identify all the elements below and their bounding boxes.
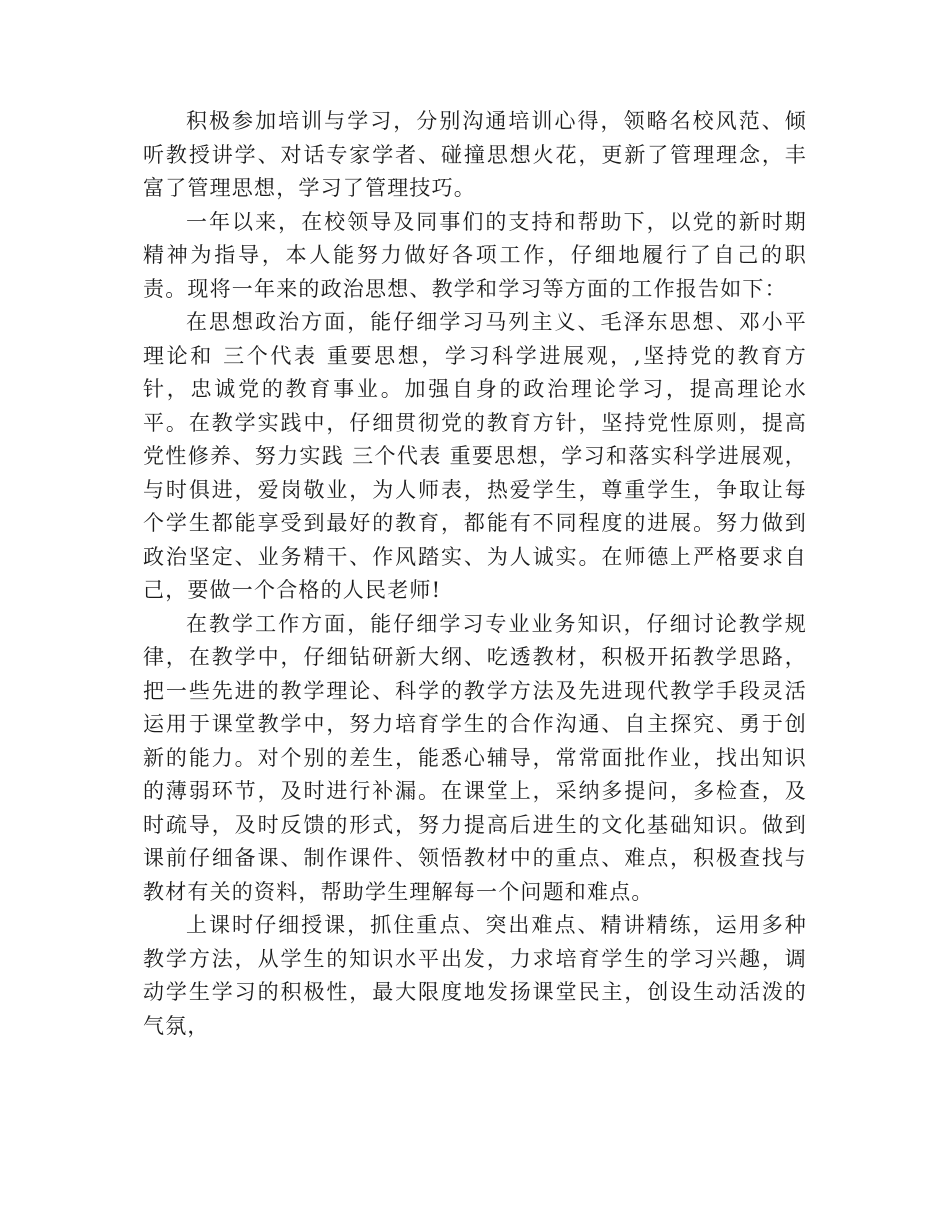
- paragraph-training: 积极参加培训与学习，分别沟通培训心得，领略名校风范、倾听教授讲学、对话专家学者、碰撞思想火花，更新了管理理念，丰富了管理思想，学习了管理技巧。: [143, 109, 807, 200]
- paragraph-classroom: 上课时仔细授课，抓住重点、突出难点、精讲精练，运用多种教学方法，从学生的知识水平出发，力求培育学生的学习兴趣，调动学生学习的积极性，最大限度地发扬课堂民主，创设生动活泼的气氛，: [143, 913, 807, 1038]
- paragraph-teaching-work: 在教学工作方面，能仔细学习专业业务知识，仔细讨论教学规律，在教学中，仔细钻研新大纲、吃透教材，积极开拓教学思路，把一些先进的教学理论、科学的教学方法及先进现代教学手段灵活运用于课堂教学中，努力培育学生的合作沟通、自主探究、勇于创新的能力。对个别的差生，能悉心辅导，常常面批作业，找出知识的薄弱环节，及时进行补漏。在课堂上，采纳多提问，多检查，及时疏导，及时反馈的形式，努力提高后进生的文化基础知识。做到课前仔细备课、制作课件、领悟教材中的重点、难点，积极查找与教材有关的资料，帮助学生理解每一个问题和难点。: [143, 611, 807, 904]
- paragraph-political-thought: 在思想政治方面，能仔细学习马列主义、毛泽东思想、邓小平理论和 三个代表 重要思想，学习科学进展观，,坚持党的教育方针，忠诚党的教育事业。加强自身的政治理论学习，提高理论水平。在教学实践中，仔细贯彻党的教育方针，坚持党性原则，提高党性修养、努力实践 三个代表 重要思想，学习和落实科学进展观，与时俱进，爱岗敬业，为人师表，热爱学生，尊重学生，争取让每个学生都能享受到最好的教育，都能有不同程度的进展。努力做到政治坚定、业务精干、作风踏实、为人诚实。在师德上严格要求自己，要做一个合格的人民老师!: [143, 310, 807, 602]
- document-body: [143, 105, 807, 1043]
- paragraph-intro: 一年以来，在校领导及同事们的支持和帮助下，以党的新时期精神为指导，本人能努力做好各项工作，仔细地履行了自己的职责。现将一年来的政治思想、教学和学习等方面的工作报告如下：: [143, 209, 807, 301]
